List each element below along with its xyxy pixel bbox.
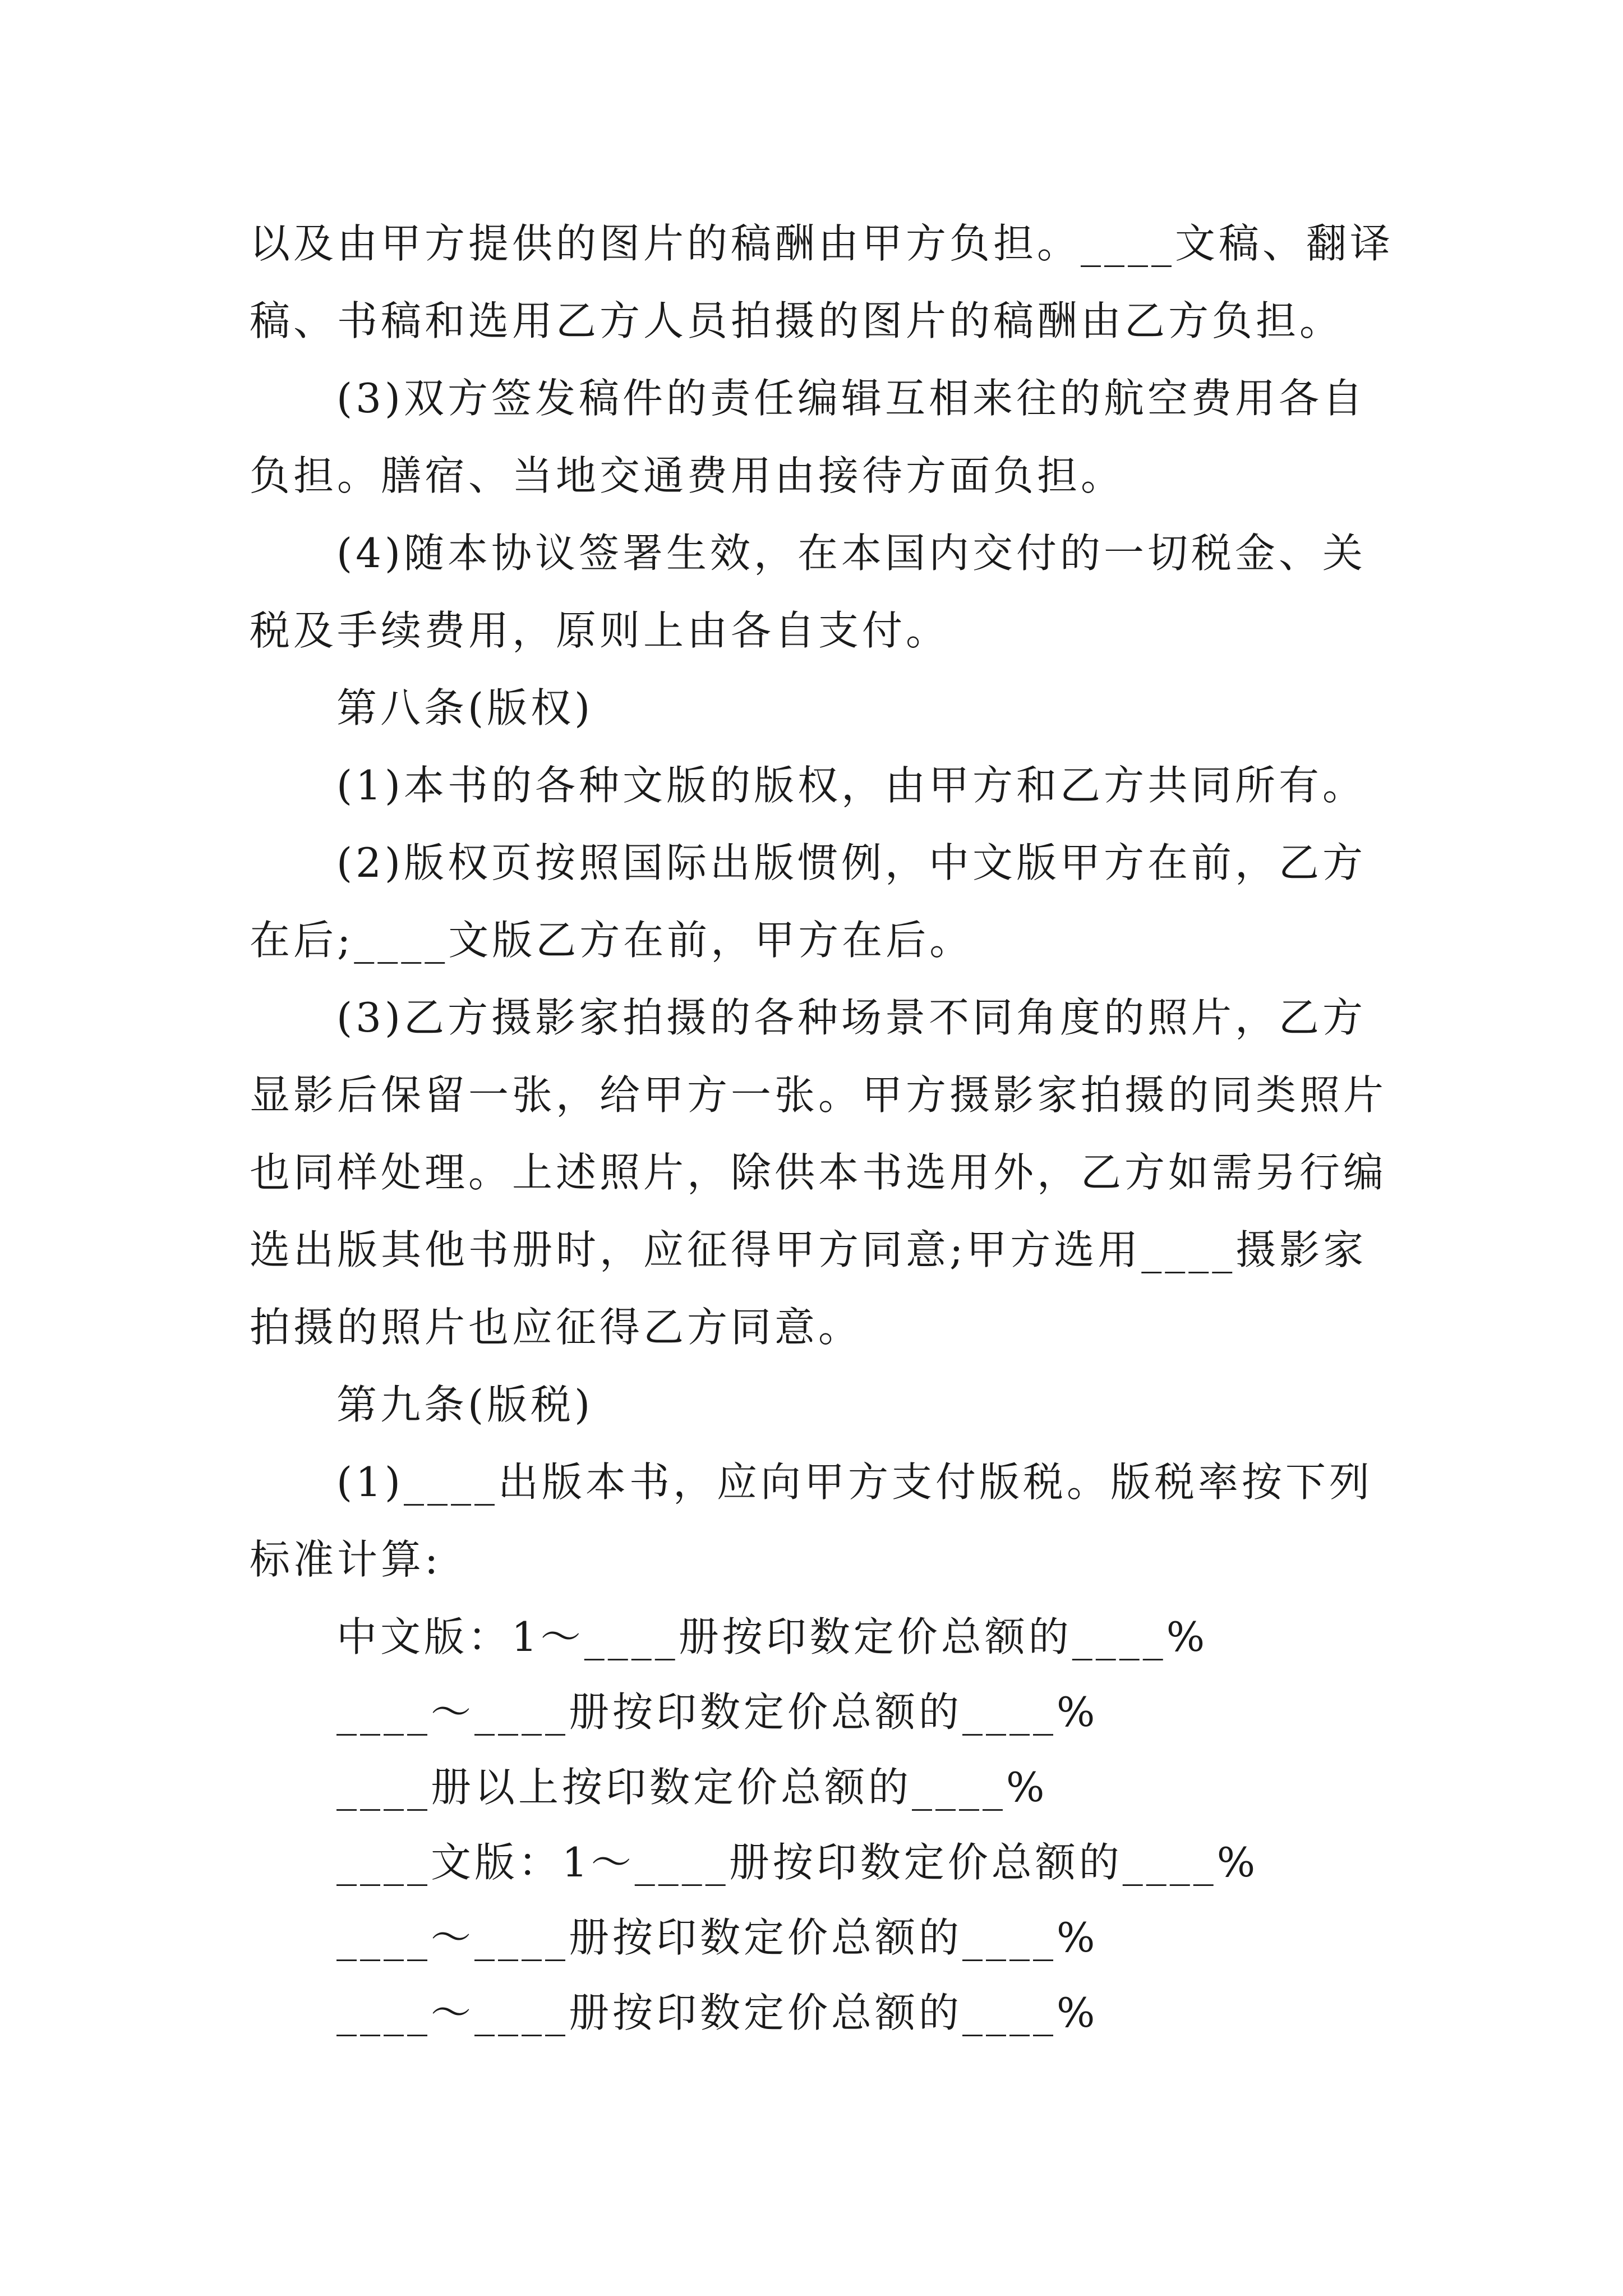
text-line-5: (4)随本协议签署生效，在本国内交付的一切税金、关 [336, 530, 1366, 577]
text-line-2: 稿、书稿和选用乙方人员拍摄的图片的稿酬由乙方负担。 [250, 297, 1344, 344]
royalty-line-5: ____～____册按印数定价总额的____% [336, 1914, 1099, 1961]
text-line-14: 选出版其他书册时，应征得甲方同意;甲方选用____摄影家 [250, 1226, 1367, 1273]
text-line-12: 显影后保留一张，给甲方一张。甲方摄影家拍摄的同类照片 [250, 1071, 1387, 1119]
royalty-line-3: ____册以上按印数定价总额的____% [336, 1764, 1048, 1811]
text-line-9: (2)版权页按照国际出版惯例，中文版甲方在前，乙方 [336, 839, 1366, 886]
text-line-15: 拍摄的照片也应征得乙方同意。 [250, 1304, 863, 1351]
text-line-18: 标准计算: [250, 1536, 442, 1583]
section-heading-8: 第八条(版权) [336, 684, 594, 731]
section-heading-9: 第九条(版税) [336, 1381, 594, 1428]
text-line-1: 以及由甲方提供的图片的稿酬由甲方负担。____文稿、翻译 [250, 220, 1394, 267]
text-line-4: 负担。膳宿、当地交通费用由接待方面负担。 [250, 452, 1125, 499]
royalty-line-4: ____文版：1～____册按印数定价总额的____% [336, 1839, 1259, 1886]
royalty-line-1: 中文版：1～____册按印数定价总额的____% [336, 1613, 1209, 1660]
text-line-10: 在后;____文版乙方在前，甲方在后。 [250, 917, 974, 964]
text-line-11: (3)乙方摄影家拍摄的各种场景不同角度的照片，乙方 [336, 994, 1366, 1041]
royalty-line-6: ____～____册按印数定价总额的____% [336, 1989, 1099, 2036]
text-line-6: 税及手续费用，原则上由各自支付。 [250, 607, 950, 654]
text-line-13: 也同样处理。上述照片，除供本书选用外，乙方如需另行编 [250, 1149, 1387, 1196]
text-line-3: (3)双方签发稿件的责任编辑互相来往的航空费用各自 [336, 375, 1366, 422]
text-line-8: (1)本书的各种文版的版权，由甲方和乙方共同所有。 [336, 762, 1366, 809]
royalty-line-2: ____～____册按印数定价总额的____% [336, 1688, 1099, 1736]
text-line-17: (1)____出版本书，应向甲方支付版税。版税率按下列 [336, 1458, 1373, 1506]
